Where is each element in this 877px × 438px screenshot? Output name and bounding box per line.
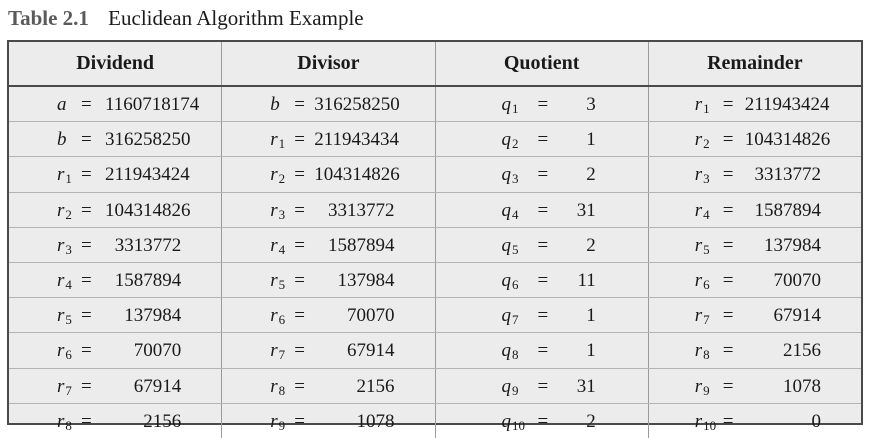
dividend-value: 1587894 (114, 269, 182, 291)
dividend-value: 1160718174 (105, 94, 200, 115)
dividend-symbol (57, 200, 72, 223)
dividend-cell (9, 333, 222, 367)
divisor-cell (222, 333, 435, 367)
remainder-symbol (695, 164, 710, 187)
symbol-subscript: 4 (278, 241, 286, 257)
quotient-cell (436, 87, 649, 121)
table-header (9, 42, 861, 87)
quotient-value: 3 (586, 94, 596, 115)
symbol-letter: r (57, 164, 65, 186)
remainder-cell (649, 369, 861, 403)
divisor-symbol (270, 411, 285, 434)
divisor-value: 3313772 (328, 199, 395, 221)
symbol-subscript: 3 (278, 206, 286, 222)
table-row (9, 298, 861, 333)
dividend-symbol (57, 129, 68, 152)
divisor-symbol (270, 94, 281, 117)
dividend-symbol (57, 94, 68, 117)
divisor-cell (222, 157, 435, 191)
symbol-subscript: 1 (512, 101, 519, 116)
header-remainder: Remainder (707, 52, 803, 74)
symbol-letter: q (501, 340, 511, 362)
table-row (9, 87, 861, 122)
euclidean-table (7, 40, 863, 433)
equals-sign: = (537, 164, 549, 186)
quotient-value: 31 (576, 375, 596, 397)
remainder-value: 70070 (773, 269, 821, 291)
divisor-symbol (270, 200, 285, 223)
symbol-letter: q (501, 94, 511, 115)
symbol-letter: q (501, 199, 511, 221)
equals-sign: = (722, 164, 734, 186)
symbol-subscript: 8 (703, 347, 710, 363)
remainder-value: 211943424 (744, 94, 830, 115)
equals-sign: = (81, 199, 92, 221)
symbol-subscript: 2 (65, 206, 72, 222)
divisor-value: 104314826 (314, 164, 400, 186)
divisor-value: 2156 (356, 375, 395, 397)
equals-sign: = (294, 269, 305, 291)
dividend-cell (9, 157, 222, 191)
table-body (9, 87, 861, 438)
quotient-symbol (502, 129, 519, 152)
remainder-value: 1078 (783, 375, 821, 397)
equals-sign: = (537, 234, 549, 256)
divisor-cell (222, 298, 435, 332)
symbol-letter: b (57, 129, 67, 151)
equals-sign: = (81, 269, 92, 291)
symbol-letter: a (57, 94, 67, 115)
quotient-cell (436, 122, 649, 156)
equals-sign: = (81, 305, 92, 327)
symbol-subscript: 3 (703, 171, 710, 187)
symbol-subscript: 9 (703, 382, 710, 398)
symbol-letter: r (694, 164, 703, 186)
dividend-cell (9, 228, 222, 262)
remainder-cell (649, 298, 861, 332)
equals-sign: = (537, 410, 549, 432)
dividend-value: 67914 (133, 375, 182, 397)
dividend-cell (9, 122, 222, 156)
dividend-cell (9, 263, 222, 297)
symbol-letter: q (501, 269, 511, 291)
equals-sign: = (722, 129, 734, 151)
symbol-letter: r (270, 234, 278, 256)
symbol-letter: r (694, 269, 703, 291)
dividend-value: 316258250 (105, 129, 191, 151)
header-dividend: Dividend (9, 42, 222, 85)
quotient-symbol (502, 200, 519, 223)
remainder-value: 3313772 (754, 164, 821, 186)
quotient-value: 1 (586, 305, 596, 327)
quotient-value: 1 (586, 340, 596, 362)
equals-sign: = (81, 164, 92, 186)
divisor-symbol (270, 164, 285, 187)
symbol-letter: r (270, 269, 278, 291)
symbol-letter: r (57, 340, 65, 362)
symbol-subscript: 9 (278, 417, 286, 433)
divisor-symbol (270, 340, 285, 363)
equals-sign: = (294, 340, 305, 362)
divisor-value: 137984 (337, 269, 395, 291)
symbol-subscript: 4 (703, 206, 710, 222)
symbol-letter: r (694, 199, 703, 221)
quotient-value: 2 (586, 234, 596, 256)
symbol-letter: b (270, 94, 280, 115)
equals-sign: = (294, 305, 305, 327)
divisor-cell (222, 263, 435, 297)
remainder-symbol (695, 376, 710, 399)
symbol-letter: q (501, 375, 511, 397)
symbol-letter: r (270, 305, 278, 327)
symbol-letter: r (694, 340, 703, 362)
equals-sign: = (294, 410, 305, 432)
dividend-value: 3313772 (114, 234, 182, 256)
symbol-subscript: 5 (278, 276, 286, 292)
dividend-cell (9, 193, 222, 227)
remainder-symbol (695, 129, 710, 152)
symbol-letter: q (501, 164, 511, 186)
equals-sign: = (537, 375, 549, 397)
quotient-symbol (502, 340, 519, 363)
remainder-symbol (695, 305, 710, 328)
equals-sign: = (537, 199, 549, 221)
dividend-value: 104314826 (105, 199, 191, 221)
symbol-subscript: 3 (65, 241, 72, 257)
symbol-letter: q (501, 129, 511, 151)
symbol-subscript: 2 (512, 136, 519, 152)
dividend-cell (9, 404, 222, 438)
symbol-letter: r (694, 305, 703, 327)
quotient-value: 2 (586, 164, 596, 186)
symbol-subscript: 10 (703, 417, 717, 433)
table-row (9, 333, 861, 368)
symbol-letter: r (270, 410, 278, 432)
symbol-subscript: 3 (512, 171, 519, 187)
dividend-symbol (57, 340, 72, 363)
remainder-symbol (695, 411, 716, 434)
symbol-letter: r (270, 340, 278, 362)
remainder-cell (649, 333, 861, 367)
dividend-value: 70070 (133, 340, 182, 362)
divisor-symbol (270, 270, 285, 293)
quotient-symbol (502, 164, 519, 187)
table-row (9, 122, 861, 157)
symbol-subscript: 5 (65, 312, 72, 328)
symbol-subscript: 7 (65, 382, 72, 398)
remainder-value: 2156 (783, 340, 821, 362)
symbol-letter: r (694, 129, 703, 151)
symbol-subscript: 1 (65, 171, 72, 187)
equals-sign: = (81, 94, 92, 115)
remainder-value: 67914 (773, 305, 821, 327)
dividend-symbol (57, 270, 72, 293)
symbol-subscript: 1 (703, 101, 710, 116)
dividend-symbol (57, 376, 72, 399)
table-row (9, 404, 861, 438)
symbol-subscript: 6 (65, 347, 72, 363)
table-number: Table 2.1 (8, 6, 89, 30)
remainder-symbol (695, 340, 710, 363)
symbol-letter: r (694, 410, 703, 432)
symbol-subscript: 7 (512, 312, 519, 328)
symbol-subscript: 5 (703, 241, 710, 257)
divisor-value: 1587894 (328, 234, 395, 256)
equals-sign: = (81, 410, 92, 432)
symbol-letter: q (501, 234, 511, 256)
dividend-symbol (57, 235, 72, 258)
equals-sign: = (294, 199, 305, 221)
symbol-subscript: 8 (65, 417, 72, 433)
divisor-value: 67914 (347, 340, 395, 362)
equals-sign: = (294, 129, 305, 151)
quotient-cell (436, 333, 649, 367)
header-quotient: Quotient (436, 42, 649, 85)
quotient-cell (436, 263, 649, 297)
dividend-cell (9, 369, 222, 403)
remainder-cell (649, 263, 861, 297)
divisor-value: 316258250 (314, 94, 400, 115)
table-caption (8, 6, 364, 31)
equals-sign: = (722, 305, 734, 327)
equals-sign: = (722, 269, 734, 291)
quotient-symbol (502, 235, 519, 258)
symbol-letter: r (57, 199, 65, 221)
divisor-cell (222, 87, 435, 121)
table-row (9, 193, 861, 228)
divisor-cell (222, 404, 435, 438)
equals-sign: = (722, 199, 734, 221)
quotient-cell (436, 157, 649, 191)
dividend-value: 2156 (143, 410, 182, 432)
symbol-subscript: 6 (703, 276, 710, 292)
remainder-symbol (695, 270, 710, 293)
equals-sign: = (537, 269, 549, 291)
equals-sign: = (294, 94, 305, 115)
remainder-cell (649, 228, 861, 262)
remainder-symbol (695, 235, 710, 258)
equals-sign: = (81, 375, 92, 397)
dividend-cell (9, 87, 222, 121)
divisor-symbol (270, 129, 285, 152)
quotient-value: 2 (586, 410, 596, 432)
symbol-letter: r (694, 234, 703, 256)
equals-sign: = (294, 375, 305, 397)
remainder-cell (649, 404, 861, 438)
dividend-symbol (57, 164, 72, 187)
remainder-symbol (695, 94, 710, 117)
symbol-letter: r (57, 234, 65, 256)
table-row (9, 369, 861, 404)
symbol-letter: r (694, 375, 703, 397)
divisor-cell (222, 193, 435, 227)
dividend-value: 211943424 (105, 164, 190, 186)
divisor-cell (222, 228, 435, 262)
symbol-subscript: 1 (278, 136, 286, 152)
table-row (9, 263, 861, 298)
symbol-subscript: 6 (278, 312, 286, 328)
symbol-subscript: 8 (278, 382, 286, 398)
symbol-letter: r (270, 199, 278, 221)
remainder-cell (649, 87, 861, 121)
divisor-value: 70070 (347, 305, 395, 327)
symbol-letter: r (57, 410, 65, 432)
divisor-value: 1078 (356, 410, 395, 432)
symbol-letter: r (57, 305, 65, 327)
quotient-symbol (502, 270, 519, 293)
equals-sign: = (81, 340, 92, 362)
symbol-letter: r (57, 269, 65, 291)
divisor-symbol (270, 376, 285, 399)
dividend-symbol (57, 305, 72, 328)
quotient-cell (436, 404, 649, 438)
dividend-symbol (57, 411, 72, 434)
equals-sign: = (81, 129, 92, 151)
header-divisor: Divisor (222, 42, 435, 85)
table-row (9, 157, 861, 192)
quotient-value: 1 (586, 129, 596, 151)
remainder-cell (649, 157, 861, 191)
equals-sign: = (722, 234, 734, 256)
quotient-symbol (502, 94, 519, 117)
remainder-symbol (695, 200, 710, 223)
symbol-letter: q (501, 305, 511, 327)
equals-sign: = (537, 305, 549, 327)
equals-sign: = (722, 94, 734, 115)
symbol-subscript: 5 (512, 241, 519, 257)
symbol-letter: q (501, 410, 511, 432)
remainder-cell (649, 193, 861, 227)
quotient-symbol (502, 305, 519, 328)
quotient-cell (436, 228, 649, 262)
dividend-cell (9, 298, 222, 332)
symbol-subscript: 10 (512, 417, 525, 433)
equals-sign: = (81, 234, 92, 256)
remainder-value: 104314826 (744, 129, 831, 151)
quotient-cell (436, 369, 649, 403)
quotient-symbol (502, 376, 519, 399)
quotient-value: 31 (576, 199, 596, 221)
quotient-cell (436, 298, 649, 332)
divisor-value: 211943434 (314, 129, 400, 151)
equals-sign: = (722, 340, 734, 362)
symbol-letter: r (270, 375, 278, 397)
remainder-value: 137984 (764, 234, 821, 256)
quotient-symbol (502, 411, 526, 434)
symbol-subscript: 8 (512, 347, 519, 363)
symbol-subscript: 2 (703, 136, 710, 152)
symbol-subscript: 4 (512, 206, 519, 222)
symbol-subscript: 9 (512, 382, 519, 398)
equals-sign: = (537, 129, 549, 151)
symbol-letter: r (57, 375, 65, 397)
symbol-subscript: 4 (65, 276, 72, 292)
equals-sign: = (294, 164, 305, 186)
remainder-value: 0 (811, 410, 821, 432)
remainder-value: 1587894 (754, 199, 821, 221)
equals-sign: = (722, 410, 734, 432)
equals-sign: = (537, 94, 549, 115)
symbol-subscript: 7 (278, 347, 286, 363)
symbol-subscript: 6 (512, 276, 519, 292)
equals-sign: = (294, 234, 305, 256)
symbol-subscript: 7 (703, 312, 710, 328)
divisor-symbol (270, 235, 285, 258)
symbol-letter: r (270, 129, 278, 151)
symbol-letter: r (694, 94, 703, 115)
divisor-cell (222, 122, 435, 156)
quotient-value: 11 (577, 269, 596, 291)
dividend-value: 137984 (124, 305, 182, 327)
divisor-symbol (270, 305, 285, 328)
symbol-letter: r (270, 164, 278, 186)
equals-sign: = (537, 340, 549, 362)
table-title: Euclidean Algorithm Example (108, 6, 364, 30)
equals-sign: = (722, 375, 734, 397)
remainder-cell (649, 122, 861, 156)
divisor-cell (222, 369, 435, 403)
table-row (9, 228, 861, 263)
quotient-cell (436, 193, 649, 227)
symbol-subscript: 2 (278, 171, 286, 187)
